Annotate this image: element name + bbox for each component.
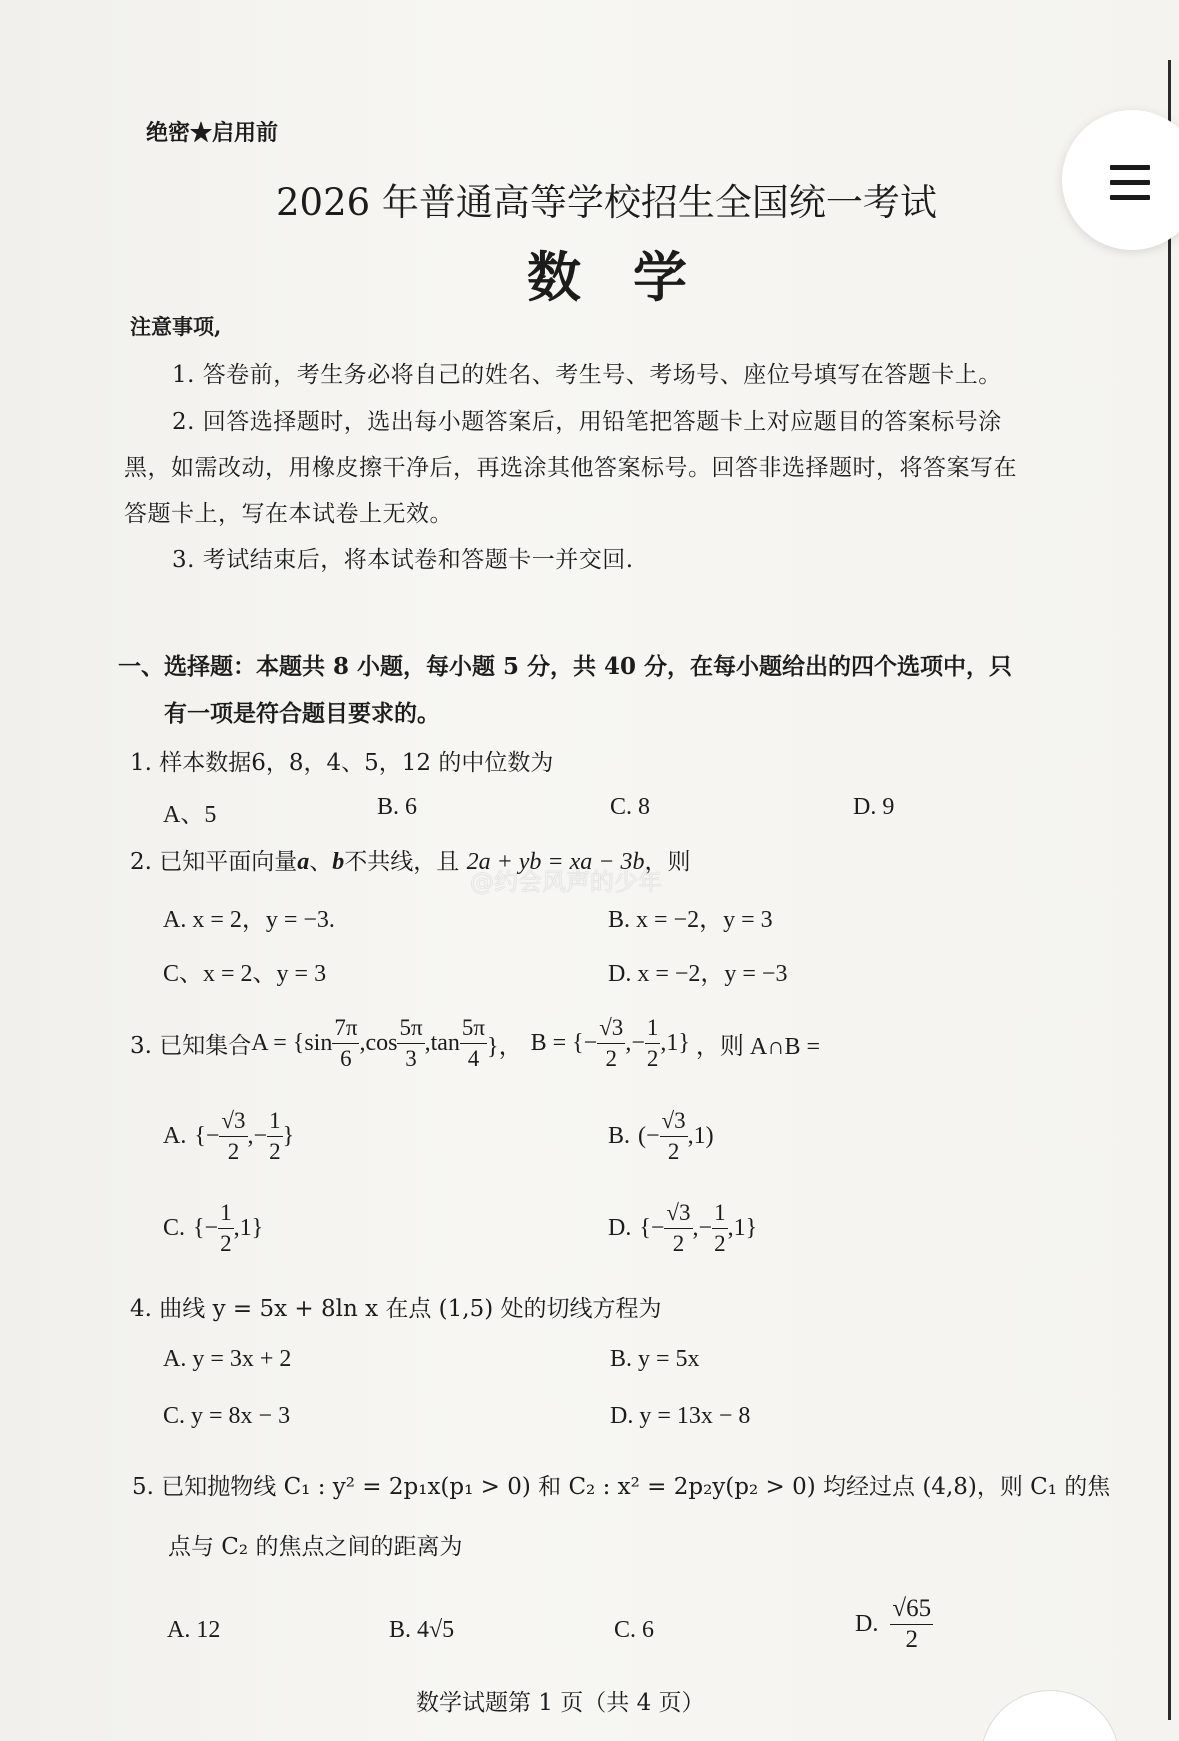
page-footer: 数学试题第 1 页（共 4 页） — [416, 1690, 705, 1716]
fraction-denominator: 4 — [467, 1046, 480, 1071]
question-1-option-a: A、5 — [163, 802, 217, 828]
question-2-stem-end: ，则 — [644, 849, 691, 875]
fraction-numerator: √3 — [597, 1013, 625, 1044]
question-2-option-a: A. x = 2，y = −3. — [163, 907, 335, 933]
question-2-option-d: D. x = −2，y = −3 — [608, 961, 788, 987]
fraction-7pi-6 — [332, 1013, 359, 1074]
fraction-numerator: 1 — [218, 1198, 234, 1229]
brace-open: {− — [639, 1215, 665, 1241]
fraction-sqrt3-2 — [597, 1013, 625, 1074]
question-2-stem-prefix: 2. 已知平面向量 — [130, 849, 298, 875]
question-2-equation: 2a + yb = xa − 3b — [466, 849, 645, 875]
fraction-5pi-3 — [397, 1013, 424, 1074]
fraction-numerator: √3 — [660, 1106, 688, 1137]
brace-open: {− — [194, 1123, 220, 1149]
question-4-option-d: D. y = 13x − 8 — [610, 1403, 751, 1429]
section-1-heading-line-1: 一、选择题：本题共 8 小题，每小题 5 分，共 40 分，在每小题给出的四个选项中，只 — [118, 653, 1013, 680]
question-3-option-c — [163, 1198, 263, 1259]
question-3-option-a — [163, 1106, 294, 1167]
fraction-numerator: 5π — [460, 1013, 487, 1044]
question-4-option-a: A. y = 3x + 2 — [163, 1346, 292, 1372]
page-edge-line — [1168, 60, 1171, 1720]
paren-close: ,1) — [687, 1123, 714, 1149]
question-1-option-b: B. 6 — [377, 794, 418, 820]
brace-open: {− — [193, 1215, 219, 1241]
brace-close: ,1} — [727, 1215, 758, 1241]
question-5-option-b: B. 4√5 — [389, 1617, 455, 1643]
question-3-option-b — [608, 1106, 714, 1167]
question-3-option-d — [608, 1198, 757, 1259]
question-1-option-d: D. 9 — [853, 794, 895, 820]
question-3-prefix: 3. 已知集合 — [130, 1033, 252, 1059]
question-1-option-c: C. 8 — [610, 794, 651, 820]
fraction-sqrt3-2 — [219, 1106, 247, 1167]
notice-item-2-line-3: 答题卡上，写在本试卷上无效。 — [124, 501, 453, 527]
fraction-numerator: 1 — [712, 1198, 728, 1229]
fraction-denominator: 2 — [672, 1231, 685, 1256]
notice-item-1: 1. 答卷前，考生务必将自己的姓名、考生号、考场号、座位号填写在答题卡上。 — [172, 362, 1002, 388]
tan-text: ,tan — [424, 1030, 460, 1056]
cos-text: ,cos — [359, 1030, 398, 1056]
fraction-numerator: 1 — [645, 1013, 661, 1044]
fraction-denominator: 6 — [340, 1046, 352, 1071]
set-b-open: B = {− — [530, 1030, 598, 1056]
question-5-stem-line-2: 点与 C₂ 的焦点之间的距离为 — [168, 1534, 463, 1560]
fraction-1-2 — [218, 1198, 234, 1259]
minus-sign: ,− — [247, 1123, 268, 1149]
question-4-option-c: C. y = 8x − 3 — [163, 1403, 291, 1429]
option-label: D. — [855, 1611, 879, 1637]
fraction-numerator: 7π — [332, 1013, 359, 1044]
fraction-numerator: 1 — [267, 1106, 283, 1137]
vector-b: b — [332, 849, 345, 875]
fraction-5pi-4 — [460, 1013, 487, 1074]
hamburger-menu-icon[interactable] — [1110, 163, 1150, 203]
question-5-option-a: A. 12 — [167, 1617, 221, 1643]
vector-a: a — [297, 849, 310, 875]
floating-circle-button[interactable] — [980, 1690, 1120, 1741]
notice-item-2-line-2: 黑，如需改动，用橡皮擦干净后，再选涂其他答案标号。回答非选择题时，将答案写在 — [124, 455, 1017, 481]
fraction-numerator: √3 — [219, 1106, 247, 1137]
option-label: D. — [608, 1215, 632, 1241]
fraction-denominator: 2 — [646, 1046, 659, 1071]
set-b-close: ,1} — [660, 1030, 690, 1056]
confidential-label: 绝密★启用前 — [146, 120, 279, 146]
notice-item-2-line-1: 2. 回答选择题时，选出每小题答案后，用铅笔把答题卡上对应题目的答案标号涂 — [172, 409, 1002, 435]
fraction-sqrt3-2 — [664, 1198, 692, 1259]
fraction-denominator: 2 — [227, 1139, 240, 1164]
question-5-stem-line-1: 5. 已知抛物线 C₁ : y² = 2p₁x(p₁ > 0) 和 C₂ : x² = 2p₂y(p₂ > 0) 均经过点 (4,8)，则 C₁ 的焦 — [132, 1474, 1111, 1500]
question-2-option-c: C、x = 2、y = 3 — [163, 961, 327, 987]
question-1-stem: 1. 样本数据6，8，4、5，12 的中位数为 — [130, 750, 554, 776]
fraction-numerator: √3 — [664, 1198, 692, 1229]
question-4-stem: 4. 曲线 y = 5x + 8ln x 在点 (1,5) 处的切线方程为 — [130, 1296, 662, 1322]
fraction-1-2 — [712, 1198, 728, 1259]
question-3-stem-end: ，则 A∩B = — [695, 1034, 821, 1060]
fraction-numerator: √65 — [890, 1594, 933, 1625]
question-2-option-b: B. x = −2，y = 3 — [608, 907, 773, 933]
question-4-option-b: B. y = 5x — [610, 1346, 700, 1372]
exam-title: 2026 年普通高等学校招生全国统一考试 — [276, 181, 937, 224]
fraction-1-2 — [267, 1106, 283, 1167]
fraction-1-2 — [645, 1013, 661, 1074]
question-2-separator: 、 — [309, 849, 333, 875]
notice-item-3: 3. 考试结束后，将本试卷和答题卡一并交回. — [172, 547, 634, 573]
section-1-heading-line-2: 有一项是符合题目要求的。 — [164, 700, 440, 727]
question-5-option-c: C. 6 — [614, 1617, 655, 1643]
minus-sign: ,− — [692, 1215, 713, 1241]
set-a-open: A = {sin — [251, 1030, 333, 1056]
fraction-denominator: 3 — [405, 1046, 417, 1071]
option-label: C. — [163, 1215, 186, 1241]
fraction-denominator: 2 — [269, 1139, 281, 1164]
question-2-stem-mid: 不共线，且 — [344, 849, 460, 875]
brace-close: } — [282, 1123, 295, 1149]
fraction-sqrt3-2 — [660, 1106, 688, 1167]
option-label: B. — [608, 1123, 631, 1149]
paren-open: (− — [638, 1123, 660, 1149]
set-a-close: }， — [487, 1034, 523, 1060]
fraction-denominator: 2 — [714, 1231, 726, 1256]
minus-sign: ,− — [625, 1030, 645, 1056]
question-3-stem — [130, 1013, 820, 1074]
fraction-denominator: 2 — [605, 1046, 617, 1071]
fraction-denominator: 2 — [667, 1139, 680, 1164]
notice-heading: 注意事项, — [130, 314, 222, 339]
fraction-denominator: 2 — [905, 1626, 918, 1653]
fraction-sqrt65-2 — [890, 1594, 933, 1655]
fraction-denominator: 2 — [220, 1231, 232, 1256]
subject-title: 数学 — [527, 245, 739, 309]
watermark: @约会风声的少年 — [470, 868, 662, 896]
fraction-numerator: 5π — [397, 1013, 424, 1044]
option-label: A. — [163, 1123, 187, 1149]
brace-close: ,1} — [233, 1215, 264, 1241]
question-5-option-d — [855, 1594, 933, 1655]
